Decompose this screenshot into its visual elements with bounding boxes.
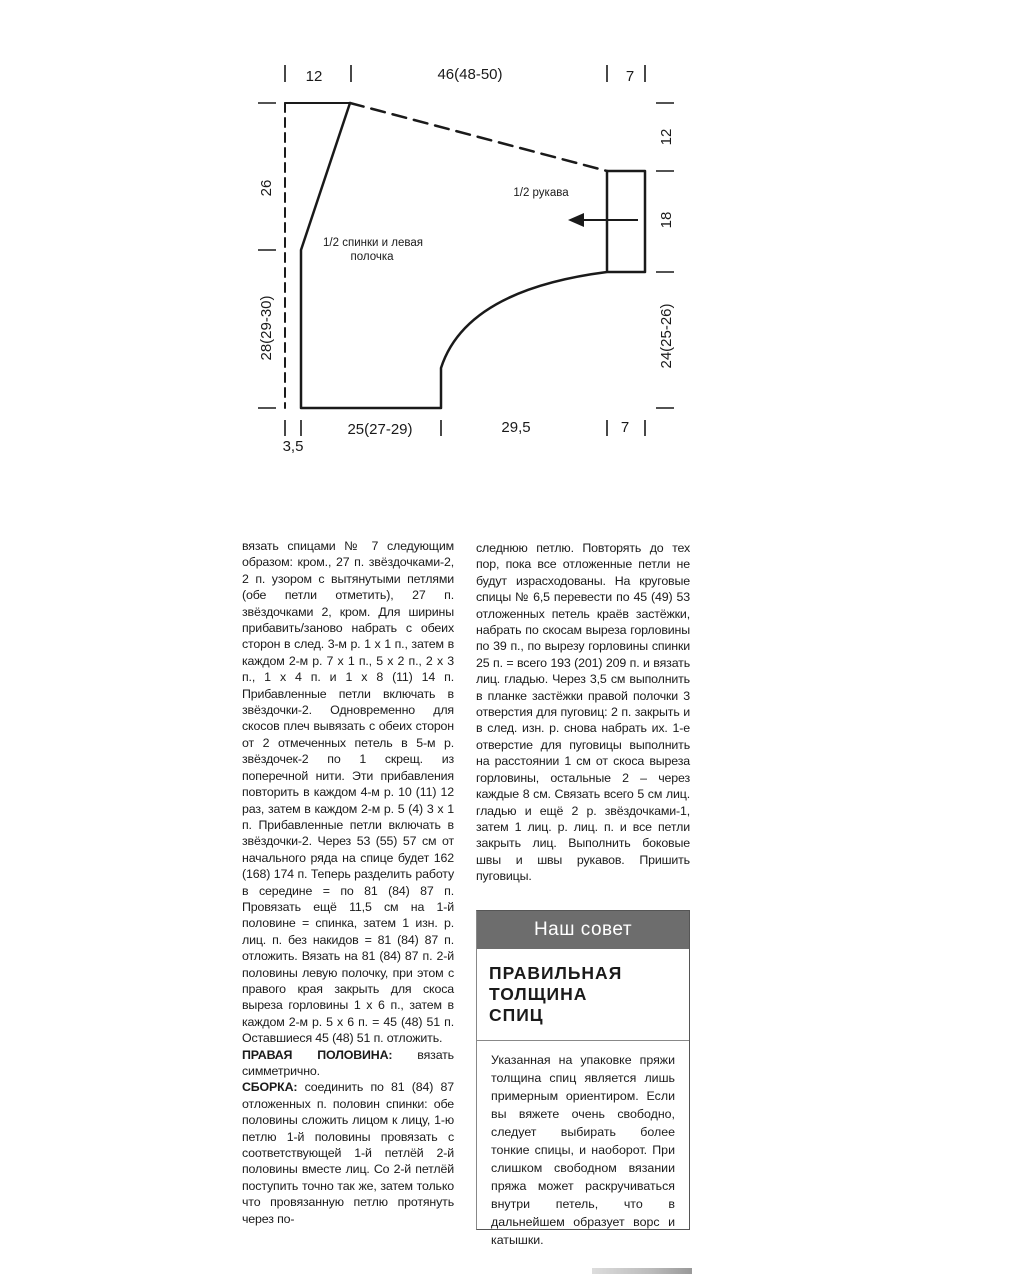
dim-right-mid: 18 (658, 211, 675, 229)
instructions-left-column (242, 538, 454, 1227)
dim-right-lower: 24(25-26) (658, 303, 675, 369)
knitting-schematic (0, 0, 1024, 500)
right-half-text: вязать симметрично. (242, 1047, 454, 1078)
right-half-paragraph (242, 1047, 454, 1080)
dim-bottom-left: 3,5 (282, 438, 304, 455)
dim-top-mid: 46(48-50) (437, 66, 503, 83)
instructions-paragraph: вязать спицами № 7 следующим образом: кром., 27 п. звёздочками-2, 2 п. узором с вытянутыми петлями (обе петли отметить), 27 п. звёздочками 2, кром. Для ширины прибавить/заново набрать с обеих сторон в след. 3-м р. 1 х 1 п., затем в каждом 2-м р. 7 х 1 п., 5 х 2 п., 2 х 3 п., 1 х 4 п. и 1 х 8 (11) 14 п. Прибавленные петли включать в звёздочки-2. Одновременно для скосов плеч вывязать с обеих сторон от 2 отмеченных петель в 5-м р. звёздочек-2 по 1 скрещ. из поперечной нити. Эти прибавления повторить в каждом 4-м р. 10 (11) 12 раз, затем в каждом 2-м р. 5 (4) 3 х 1 п. Прибавленные петли включать в звёздочки-2. Через 53 (55) 57 см от начального ряда на спице будет 162 (168) 174 п. Теперь разделить работу в середине = по 81 (84) 87 п. Провязать ещё 11,5 см на 1-й половине = спинка, затем 1 изн. р. лиц. п. без накидов = 81 (84) 87 п. отложить. Вязать на 81 (84) 87 п. 2-й половины левую полочку, при этом с правого края закрыть для скоса выреза горловины 1 х 6 п., затем в каждом 2-м р. 5 х 6 п. = 45 (48) 51 п. Оставшиеся 45 (48) 51 п. отложить. (242, 539, 454, 1046)
tip-title-line: СПИЦ (489, 1005, 544, 1025)
dim-bottom-right: 7 (620, 419, 630, 436)
right-half-heading: ПРАВАЯ ПОЛОВИНА: (242, 1047, 393, 1062)
schematic-shoulder-dashed (350, 103, 607, 171)
tip-header: Наш совет (477, 911, 689, 949)
assembly-text: соединить по 81 (84) 87 отложенных п. половин спинки: обе половины сложить лицом к лицу, 1-ю петлю 1-й половины провязать с соответствующей 1-й петлёй 2-й половины вместе лиц. Со 2-й петлёй поступить точно так же, затем только что провязанную петлю протянуть через по- (242, 1080, 454, 1226)
tip-title-line: ТОЛЩИНА (489, 984, 588, 1004)
footer-mark (592, 1268, 692, 1274)
instructions-right-column (476, 540, 690, 885)
dim-top-left: 12 (305, 68, 323, 85)
dim-left-upper: 26 (258, 179, 275, 197)
body-label-line2: полочка (350, 251, 394, 263)
body-label-line1: 1/2 спинки и левая (323, 237, 423, 249)
assembly-heading: СБОРКА: (242, 1080, 298, 1095)
tip-body: Указанная на упаковке пряжи толщина спиц является лишь примерным ориентиром. Если вы вяжете очень свободно, следует выбирать более тонкие спицы, и наоборот. При слишком свободном вязании пряжа может раскручиваться внутри петель, что в дальнейшем образует ворс и катышки. (491, 1053, 675, 1247)
dim-left-lower: 28(29-30) (258, 295, 275, 361)
tip-box (476, 910, 690, 1247)
assembly-paragraph (242, 1079, 454, 1227)
tip-title-line: ПРАВИЛЬНАЯ (489, 963, 623, 983)
dim-top-right: 7 (625, 68, 635, 85)
dim-right-upper: 12 (658, 128, 675, 146)
dim-bottom-mid-left: 25(27-29) (347, 421, 413, 438)
instructions-continuation: следнюю петлю. Повторять до тех пор, пока все отложенные петли не будут израсходованы. На круговые спицы № 6,5 перевести по 45 (49) 53 отложенных петель краёв застёжки, набрать по скосам выреза горловины по 39 п., по вырезу горловины спинки 25 п. = всего 193 (201) 209 п. и вязать лиц. гладью. Через 3,5 см выполнить в планке застёжки правой полочки 3 отверстия для пуговиц: 2 п. закрыть и в след. изн. р. снова набрать их. 1-е отверстие для пуговицы выполнить на расстоянии 1 см от скоса выреза горловины, остальные 2 – через каждые 8 см. Связать всего 5 см лиц. гладью и ещё 2 р. звёздочками-1, затем 1 лиц. р. лиц. п. и все петли закрыть лиц. Выполнить боковые швы и швы рукавов. Пришить пуговицы. (476, 541, 690, 884)
sleeve-arrow (568, 213, 638, 227)
tip-divider (477, 1040, 689, 1041)
dim-bottom-mid-right: 29,5 (501, 419, 531, 436)
sleeve-label: 1/2 рукава (513, 187, 569, 199)
tip-title (489, 963, 677, 1026)
